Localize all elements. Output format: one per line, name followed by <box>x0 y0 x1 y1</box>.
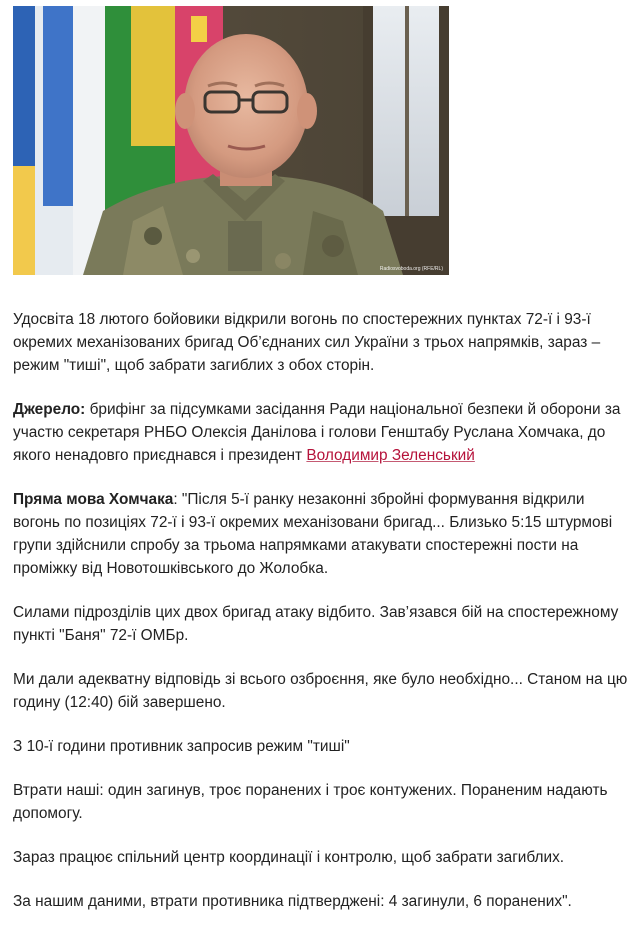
zelensky-link[interactable]: Володимир Зеленський <box>306 447 475 464</box>
quote-label: Пряма мова Хомчака <box>13 491 174 508</box>
source-label: Джерело: <box>13 401 86 418</box>
paragraph-ceasefire: З 10-ї години противник запросив режим "тиші" <box>13 738 350 755</box>
photo-credit: Radiosvoboda.org (RFE/RL) <box>379 266 443 272</box>
paragraph-quote <box>13 488 633 580</box>
paragraph-source <box>13 398 633 467</box>
paragraph-response: Ми дали адекватну відповідь зі всього озброєння, яке було необхідно... Станом на цю годину (12:40) бій завершено. <box>13 671 628 711</box>
photo-illustration <box>13 6 449 275</box>
paragraph-intro: Удосвіта 18 лютого бойовики відкрили вогонь по спостережних пунктах 72-ї і 93-ї окремих механізованих бригад Об’єднаних сил України з трьох напрямків, зараз – режим "тиші", щоб забрати загиблих з обох сторін. <box>13 311 601 374</box>
source-text: брифінг за підсумками засідання Ради національної безпеки й оборони за участю секретаря РНБО Олексія Данілова і голови Генштабу Руслана Хомчака, до якого ненадовго приєднався і президент <box>13 401 621 464</box>
paragraph-losses: Втрати наші: один загинув, троє поранених і троє контужених. Пораненим надають допомогу. <box>13 782 608 822</box>
quote-text: : "Після 5-ї ранку незаконні збройні формування відкрили вогонь по позиціях 72-ї і 93-ї окремих механізовани бригад... Близько 5:15 штурмові групи здійснили спробу за трьома напрямками атакувати спостережні пости на проміжку від Новотошківського до Жолобка. <box>13 491 613 577</box>
paragraph-coordination: Зараз працює спільний центр координації і контролю, щоб забрати загиблих. <box>13 849 565 866</box>
paragraph-enemy-losses: За нашим даними, втрати противника підтверджені: 4 загинули, 6 поранених". <box>13 893 572 910</box>
article-body <box>13 308 633 934</box>
article-photo <box>13 6 449 275</box>
paragraph-repelled: Силами підрозділів цих двох бригад атаку відбито. Зав’язався бій на спостережному пункті "Баня" 72-ї ОМБр. <box>13 604 619 644</box>
